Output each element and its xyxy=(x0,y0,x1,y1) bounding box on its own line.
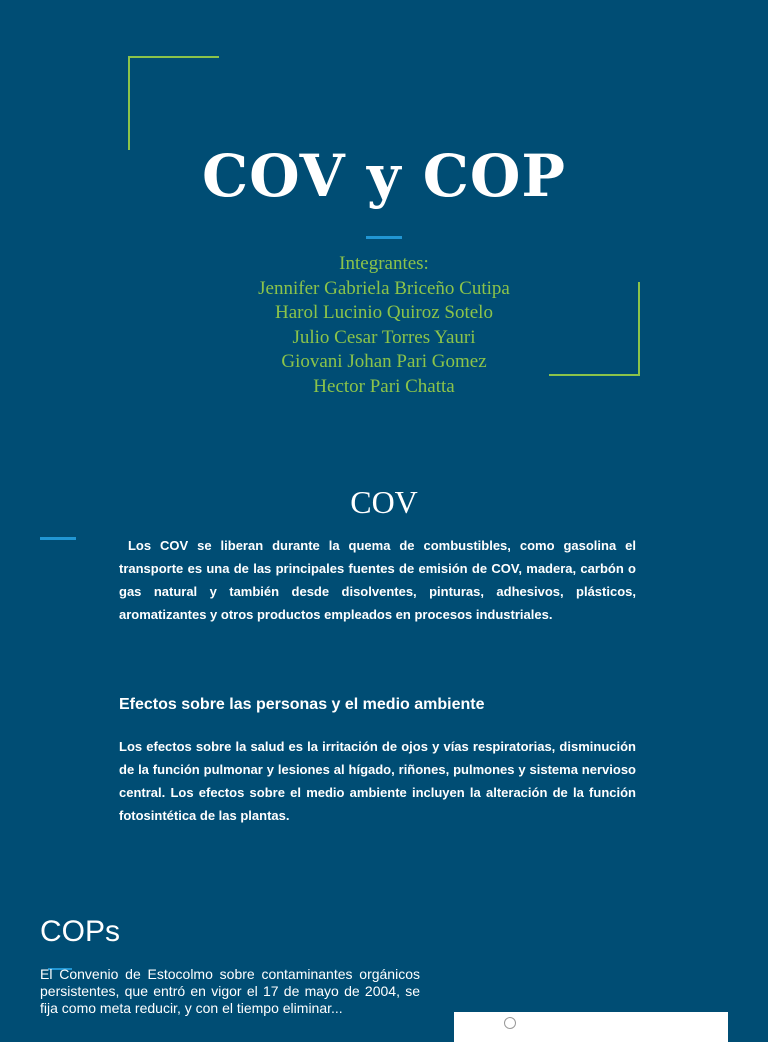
image-icon xyxy=(504,1017,516,1029)
cov-heading: COV xyxy=(350,484,418,520)
members-block xyxy=(0,252,768,399)
cops-heading: COPs xyxy=(40,915,121,948)
title-underline xyxy=(366,236,402,239)
member-name: Jennifer Gabriela Briceño Cutipa xyxy=(258,277,510,299)
member-name: Giovani Johan Pari Gomez xyxy=(281,351,487,372)
frame-top-left-vertical xyxy=(128,56,130,150)
members-heading: Integrantes: xyxy=(339,253,429,274)
cops-paragraph: El Convenio de Estocolmo sobre contaminantes orgánicos persistentes, que entró en vigor el 17 de mayo de 2004, se fija como meta reducir, y con el tiempo eliminar... xyxy=(40,966,420,1016)
member-name: Harol Lucinio Quiroz Sotelo xyxy=(275,302,493,323)
cov-accent-dash xyxy=(40,537,76,540)
member-name: Julio Cesar Torres Yauri xyxy=(292,326,476,348)
slide-title: COV y COP xyxy=(201,142,567,210)
cov-intro-paragraph: Los COV se liberan durante la quema de combustibles, como gasolina el transporte es una de las principales fuentes de emisión de COV, madera, carbón o gas natural y también desde disolventes, pinturas, adhesivos, plásticos, aromatizantes y otros productos empleados en procesos industriales. xyxy=(119,538,640,622)
effects-heading: Efectos sobre las personas y el medio ambiente xyxy=(119,696,485,713)
member-name: Hector Pari Chatta xyxy=(313,375,455,397)
effects-paragraph: Los efectos sobre la salud es la irritación de ojos y vías respiratorias, disminución de la función pulmonar y lesiones al hígado, riñones, pulmones y sistema nervioso central. Los efectos sobre el medio ambiente incluyen la alteración de la función fotosintética de las plantas. xyxy=(119,739,636,823)
image-placeholder xyxy=(454,1012,728,1042)
frame-top-left-horizontal xyxy=(128,56,219,58)
